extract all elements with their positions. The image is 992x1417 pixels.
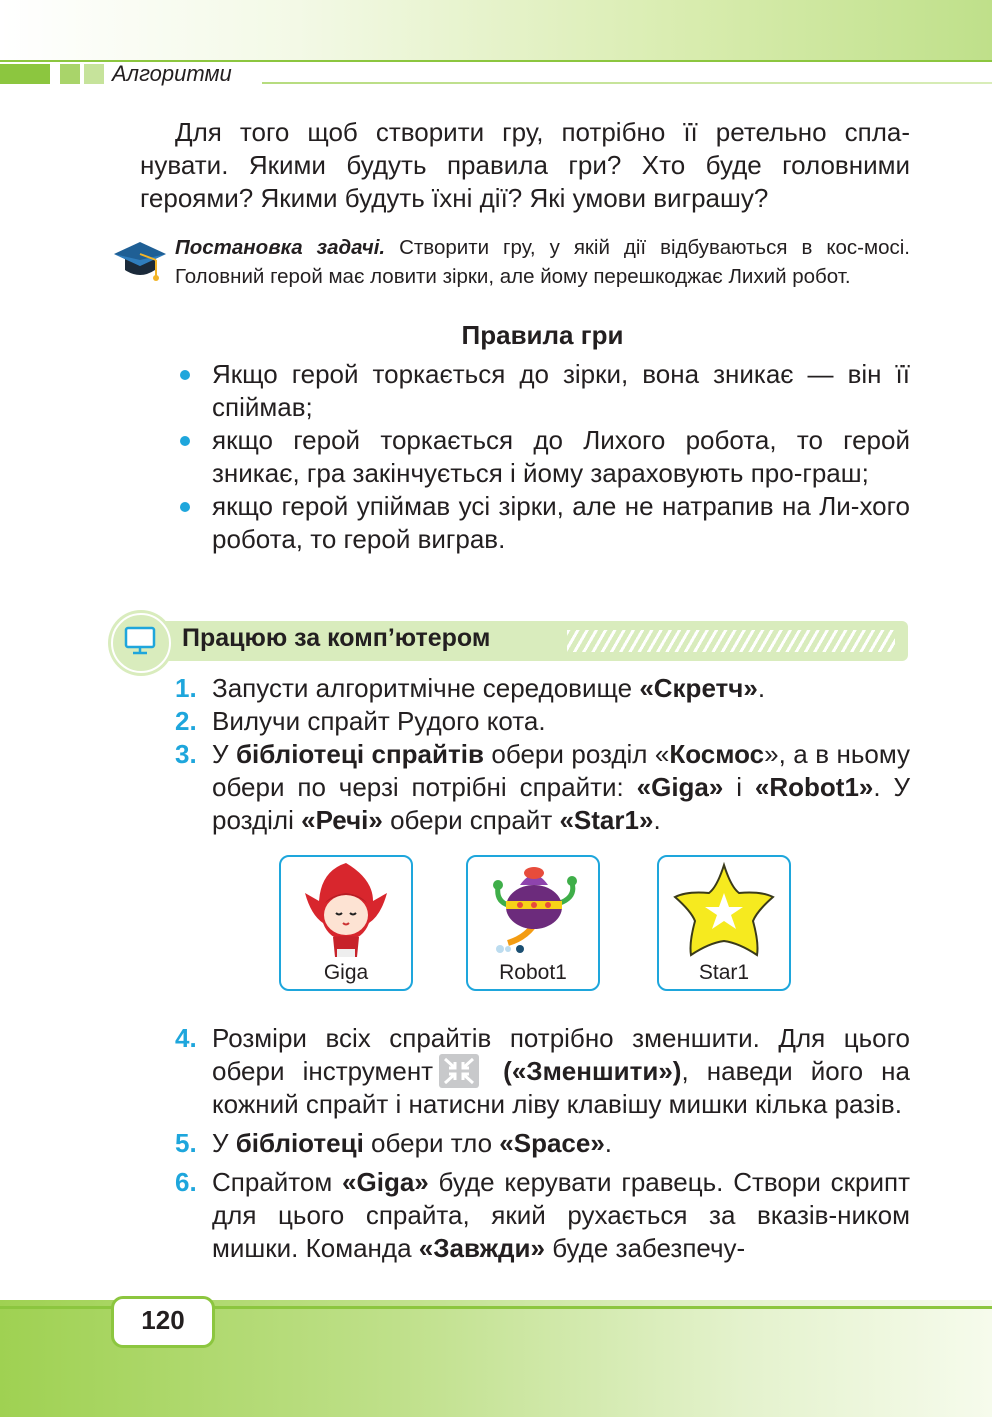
step-item	[175, 1127, 910, 1160]
step-text: У	[212, 739, 236, 769]
step-bold: «Robot1»	[754, 772, 874, 802]
section-hatch	[567, 630, 895, 652]
step-item	[175, 738, 910, 837]
rules-heading: Правила гри	[461, 320, 624, 350]
rule-item	[175, 490, 910, 556]
rule-text: Якщо герой торкається до зірки, вона зникає — він її спіймав;	[212, 359, 910, 422]
step-number: 6.	[175, 1167, 197, 1198]
step-number: 4.	[175, 1023, 197, 1053]
step-bold: «Giga»	[342, 1167, 429, 1198]
page-number: 120	[141, 1305, 185, 1335]
monitor-icon	[124, 626, 156, 656]
step-text: .	[604, 1128, 613, 1159]
step-text: Спрайтом	[212, 1167, 343, 1198]
step-bold: «Скретч»	[639, 673, 758, 703]
step-text: обери розділ «	[483, 739, 670, 769]
step-text: .	[757, 673, 766, 703]
step-number: 5.	[175, 1128, 197, 1159]
step-bold: «Space»	[499, 1128, 605, 1159]
step-bold: «Речі»	[301, 805, 383, 835]
step-text: буде керувати гравець. Створи скрипт для цього спрайта, який рухається за вказів-ником мишки. Команда	[212, 1167, 910, 1264]
sprite-label: Giga	[323, 961, 369, 984]
task-label: Постановка задачі.	[175, 236, 386, 259]
bullet-icon	[180, 370, 190, 380]
header-bar	[0, 64, 50, 84]
header-square-1	[60, 64, 80, 84]
graduation-cap-icon	[112, 236, 168, 286]
step-item	[175, 1166, 910, 1265]
rule-item	[175, 358, 910, 424]
step-bold: бібліотеці	[235, 1128, 364, 1159]
step-bold: «Завжди»	[418, 1233, 545, 1264]
step-text: Вилучи спрайт Рудого кота.	[212, 706, 546, 736]
header-band	[0, 0, 992, 62]
step-bold: бібліотеці спрайтів	[235, 739, 484, 769]
step-number: 1.	[175, 673, 197, 703]
step-number: 3.	[175, 739, 197, 769]
step-item	[175, 672, 910, 705]
sprite-card-star1	[657, 855, 791, 991]
step-text: буде забезпечу-	[545, 1233, 746, 1264]
bullet-icon	[180, 436, 190, 446]
step-item	[175, 705, 910, 738]
rule-text: якщо герой упіймав усі зірки, але не натрапив на Ли-хого робота, то герой виграв.	[212, 491, 910, 554]
rule-text: якщо герой торкається до Лихого робота, то герой зникає, гра закінчується і йому зараховують про-граш;	[212, 425, 910, 488]
step-text: .	[653, 805, 661, 835]
step-text: У	[212, 1128, 236, 1159]
step-text: , наведи його на кожний спрайт і натисни ліву клавішу мишки кілька разів.	[212, 1056, 910, 1120]
step-item	[175, 1022, 910, 1121]
step-text: », а в ньому обери по черзі потрібні спрайти:	[212, 739, 910, 802]
step-bold: Космос	[669, 739, 765, 769]
page-number-box	[111, 1296, 215, 1348]
step-number: 2.	[175, 706, 197, 736]
step-bold: («Зменшити»)	[503, 1056, 682, 1086]
header-rule	[262, 82, 992, 84]
rule-item	[175, 424, 910, 490]
step-text: обери спрайт	[382, 805, 560, 835]
bullet-icon	[180, 502, 190, 512]
sprite-label: Robot1	[499, 961, 567, 984]
step-text: Розміри всіх спрайтів потрібно зменшити. Для цього обери інструмент	[212, 1023, 910, 1086]
task-text: Створити гру, у якій дії відбуваються в кос-мосі. Головний герой має ловити зірки, але йому перешкоджає Лихий робот.	[175, 236, 910, 288]
step-text: і	[723, 772, 755, 802]
intro-paragraph: Для того щоб створити гру, потрібно її ретельно спла-нувати. Якими будуть правила гри? Хто буде головними героями? Якими будуть їхні дії? Які умови виграшу?	[140, 117, 910, 213]
star1-sprite-icon	[659, 857, 789, 962]
robot1-sprite-icon	[468, 857, 598, 962]
step-text: Запусти алгоритмічне середовище	[212, 673, 640, 703]
header-square-2	[84, 64, 104, 84]
shrink-tool-icon	[439, 1054, 479, 1088]
sprite-card-giga	[279, 855, 413, 991]
giga-sprite-icon	[281, 857, 411, 962]
task-statement	[175, 233, 910, 291]
section-title: Працюю за комп’ютером	[182, 624, 491, 652]
sprite-label: Star1	[698, 961, 750, 984]
step-bold: «Star1»	[559, 805, 654, 835]
step-text: . У розділі	[212, 772, 910, 835]
chapter-title: Алгоритми	[112, 61, 232, 86]
rules-list	[175, 358, 910, 556]
step-text: обери тло	[363, 1128, 500, 1159]
sprite-card-robot1	[466, 855, 600, 991]
step-bold: «Giga»	[636, 772, 724, 802]
